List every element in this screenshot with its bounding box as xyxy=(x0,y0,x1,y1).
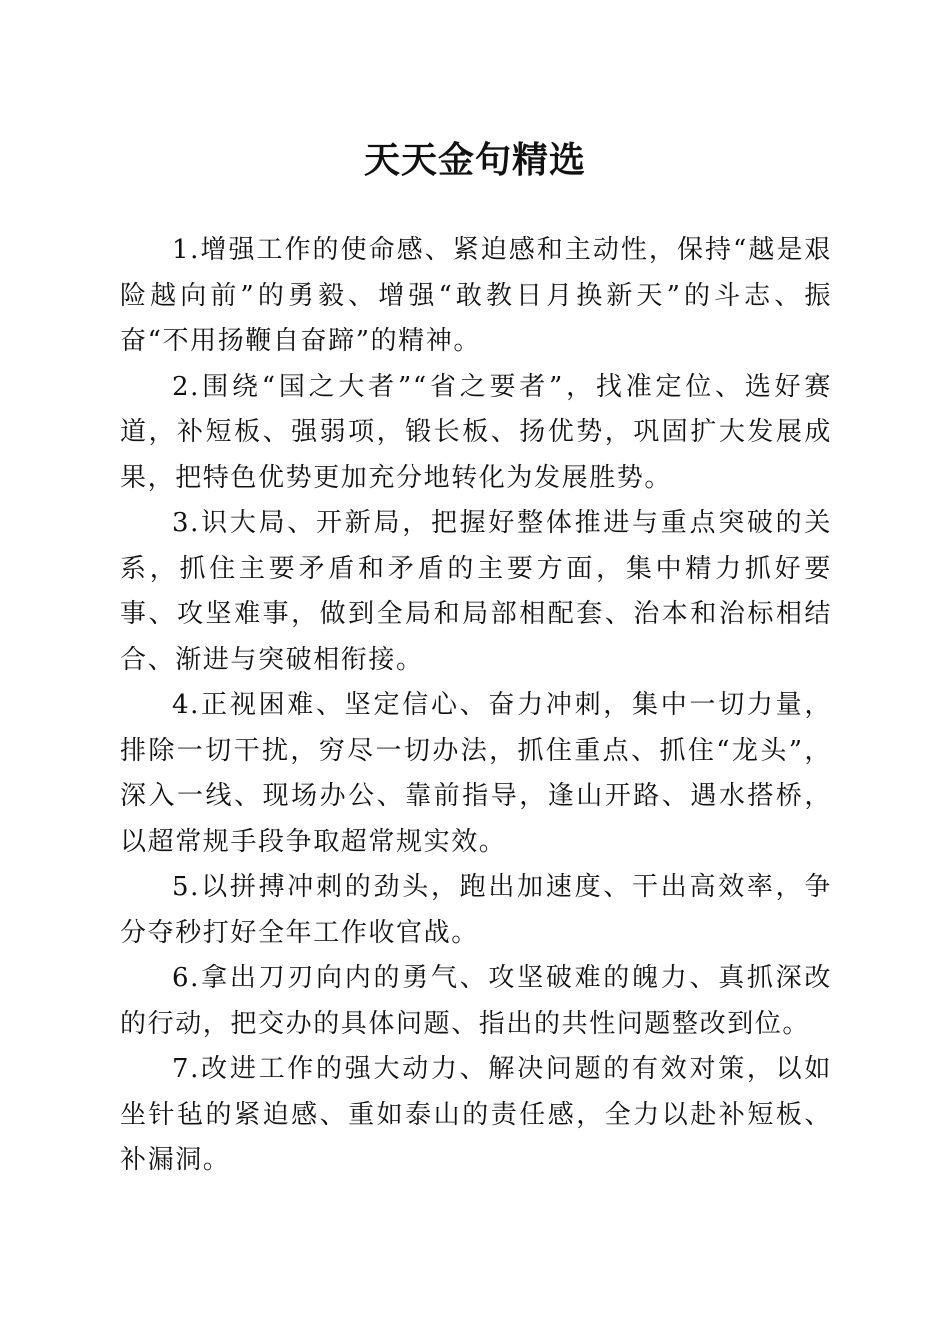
paragraph-6: 6.拿出刀刃向内的勇气、攻坚破难的魄力、真抓深改的行动，把交办的具体问题、指出的共性问题整改到位。 xyxy=(120,963,832,1039)
document-title: 天天金句精选 xyxy=(363,139,586,181)
paragraph-1: 1.增强工作的使命感、紧迫感和主动性，保持“越是艰险越向前”的勇毅、增强“敢教日月换新天”的斗志、振奋“不用扬鞭自奋蹄”的精神。 xyxy=(120,235,832,356)
paragraph-5: 5.以拼搏冲刺的劲头，跑出加速度、干出高效率，争分夺秒打好全年工作收官战。 xyxy=(120,872,832,948)
paragraph-3: 3.识大局、开新局，把握好整体推进与重点突破的关系，抓住主要矛盾和矛盾的主要方面，集中精力抓好要事、攻坚难事，做到全局和局部相配套、治本和治标相结合、渐进与突破相衔接。 xyxy=(120,508,832,675)
paragraph-7: 7.改进工作的强大动力、解决问题的有效对策，以如坐针毡的紧迫感、重如泰山的责任感，全力以赴补短板、补漏洞。 xyxy=(120,1054,832,1175)
paragraph-4: 4.正视困难、坚定信心、奋力冲刺，集中一切力量，排除一切干扰，穷尽一切办法，抓住重点、抓住“龙头”，深入一线、现场办公、靠前指导，逢山开路、遇水搭桥，以超常规手段争取超常规实效。 xyxy=(120,690,832,857)
paragraph-2: 2.围绕“国之大者”“省之要者”，找准定位、选好赛道，补短板、强弱项，锻长板、扬优势，巩固扩大发展成果，把特色优势更加充分地转化为发展胜势。 xyxy=(120,371,832,493)
document-body xyxy=(120,228,832,1184)
